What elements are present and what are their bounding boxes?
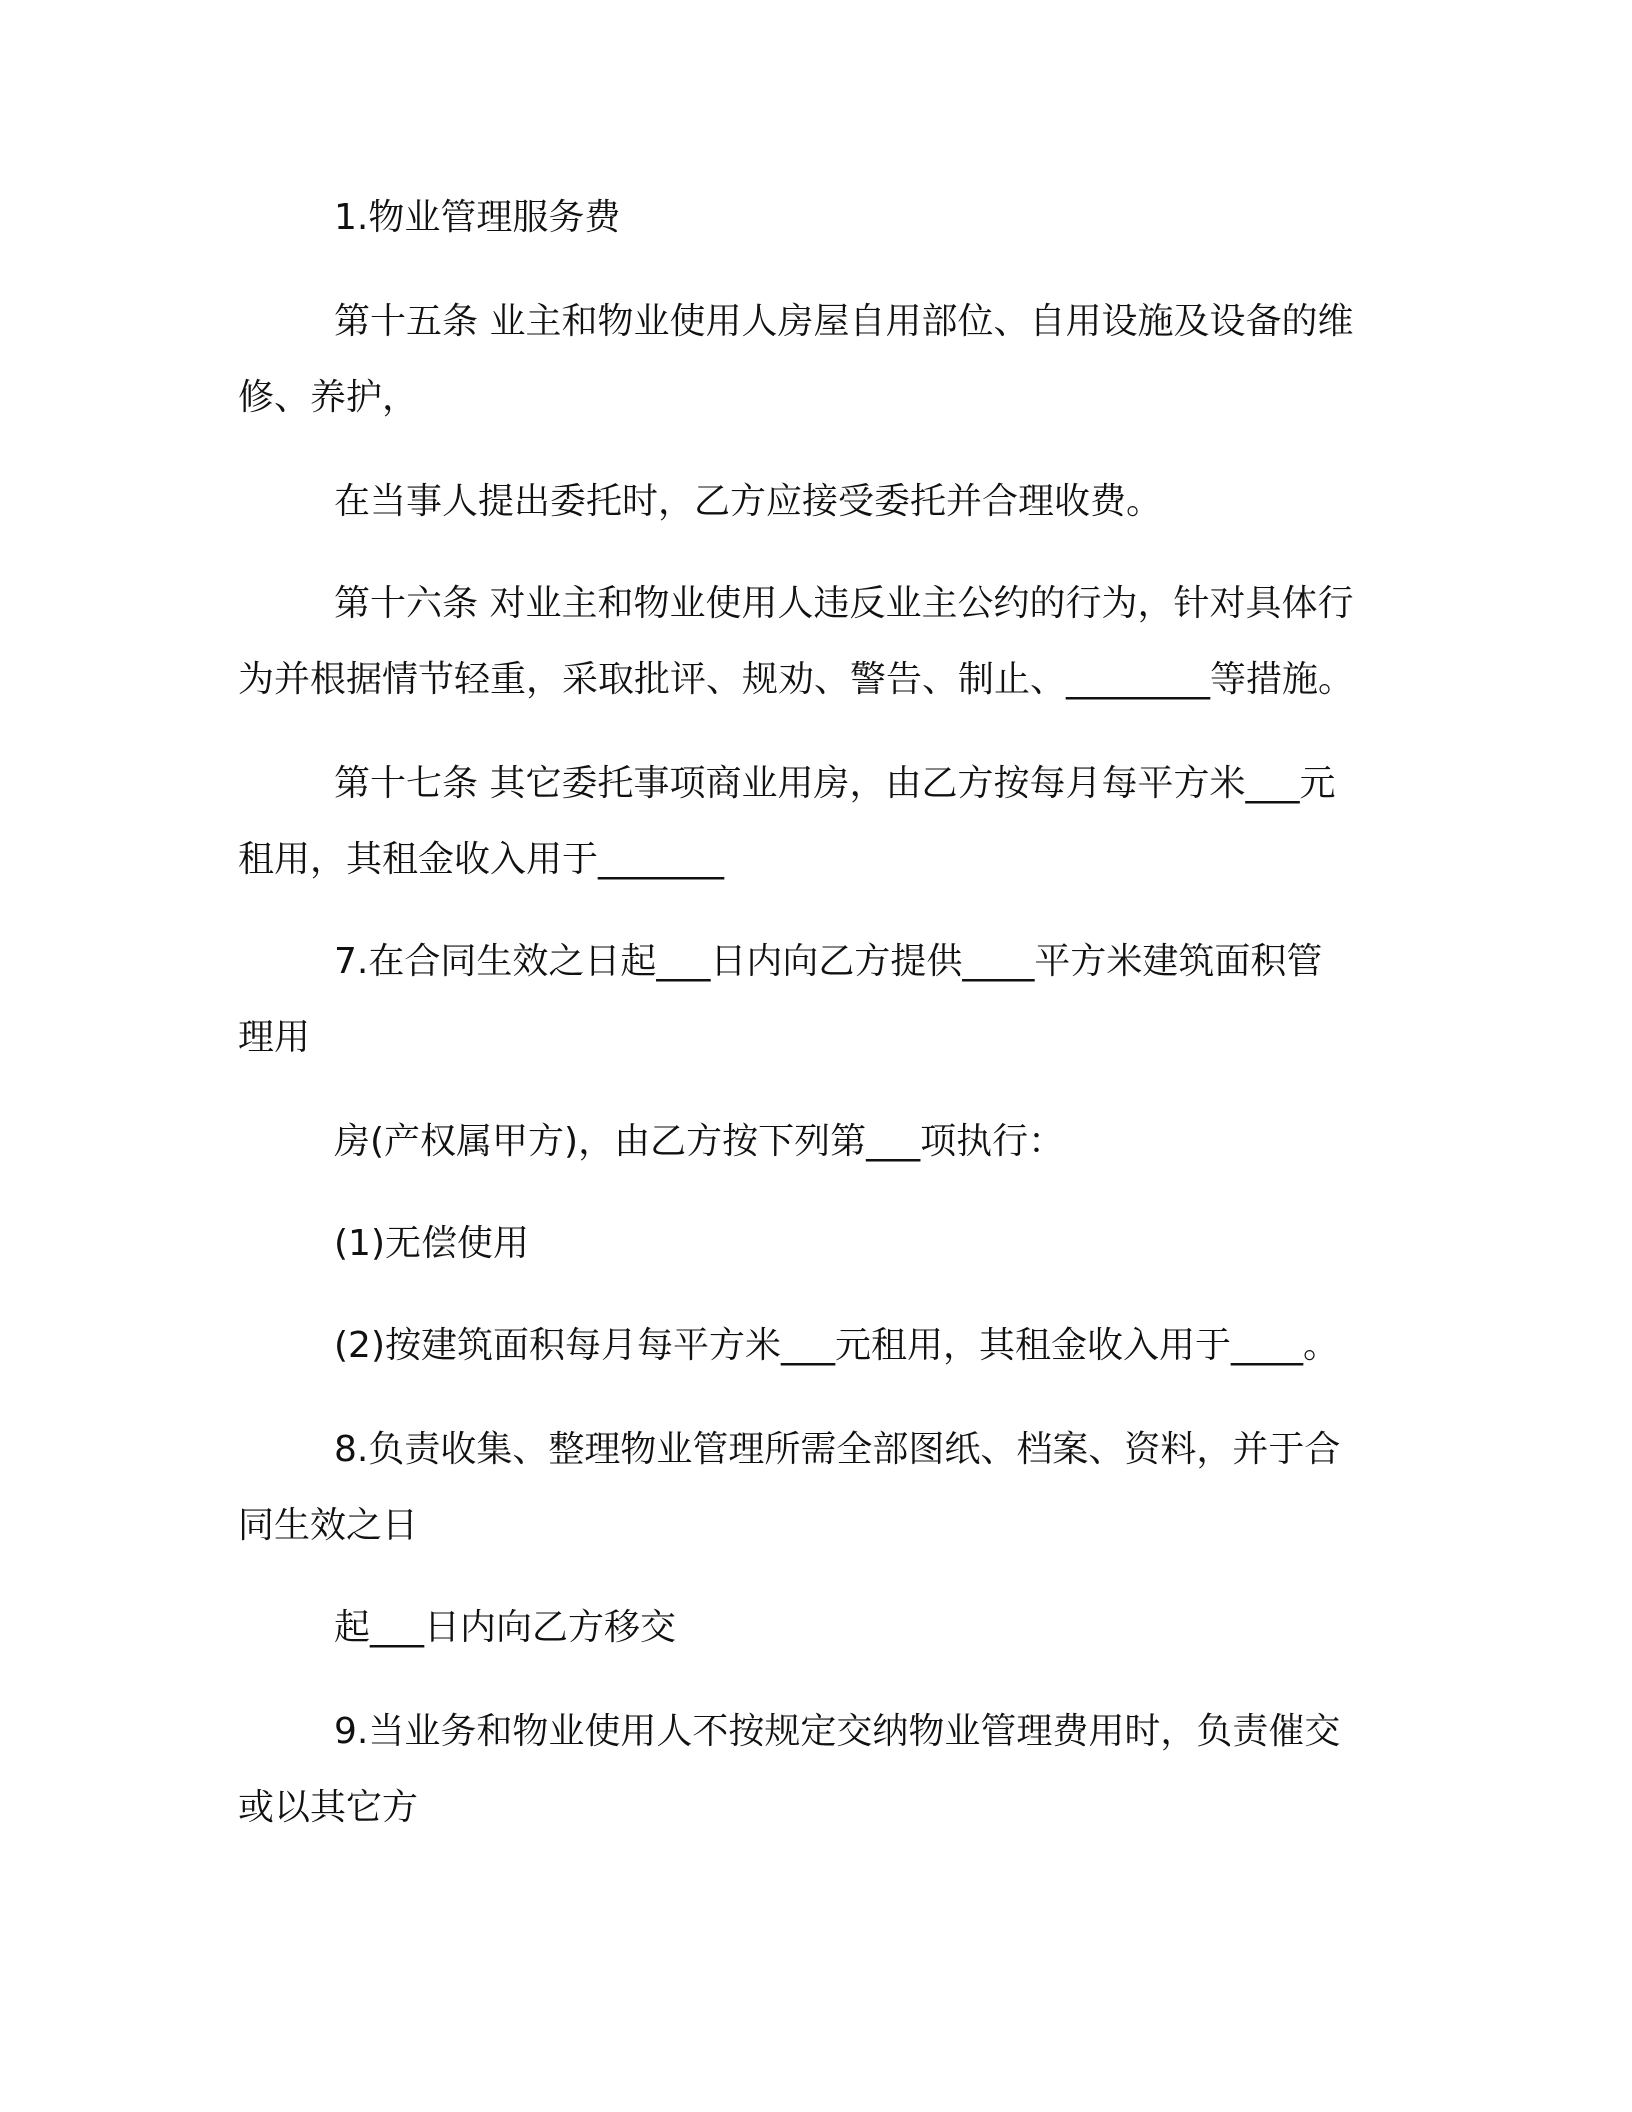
option-1: (1)无偿使用 [334, 1223, 529, 1264]
article-17-line-1: 第十七条 其它委托事项商业用房，由乙方按每月每平方米___元 [334, 763, 1336, 804]
article-15-line-1: 第十五条 业主和物业使用人房屋自用部位、自用设施及设备的维 [334, 301, 1354, 342]
article-17-line-2: 租用，其租金收入用于_______ [238, 839, 725, 880]
item-8-line-1: 8.负责收集、整理物业管理所需全部图纸、档案、资料，并于合 [334, 1429, 1341, 1470]
article-15-paragraph-2: 在当事人提出委托时，乙方应接受委托并合理收费。 [334, 481, 1163, 522]
item-7-paragraph-2: 房(产权属甲方)，由乙方按下列第___项执行： [334, 1121, 1065, 1162]
article-16-line-1: 第十六条 对业主和物业使用人违反业主公约的行为，针对具体行 [334, 583, 1354, 624]
item-7-line-1: 7.在合同生效之日起___日内向乙方提供____平方米建筑面积管 [334, 941, 1323, 982]
item-8-line-2: 同生效之日 [238, 1505, 419, 1546]
article-16-line-2: 为并根据情节轻重，采取批评、规劝、警告、制止、________等措施。 [238, 659, 1355, 700]
item-9-line-2: 或以其它方 [238, 1787, 419, 1828]
item-7-line-2: 理用 [238, 1017, 311, 1058]
section-heading-property-fee: 1.物业管理服务费 [334, 197, 621, 238]
option-2: (2)按建筑面积每月每平方米___元租用，其租金收入用于____。 [334, 1325, 1339, 1366]
article-15-line-2: 修、养护， [238, 377, 419, 418]
item-9-line-1: 9.当业务和物业使用人不按规定交纳物业管理费用时，负责催交 [334, 1711, 1341, 1752]
item-8-paragraph-2: 起___日内向乙方移交 [334, 1607, 677, 1648]
